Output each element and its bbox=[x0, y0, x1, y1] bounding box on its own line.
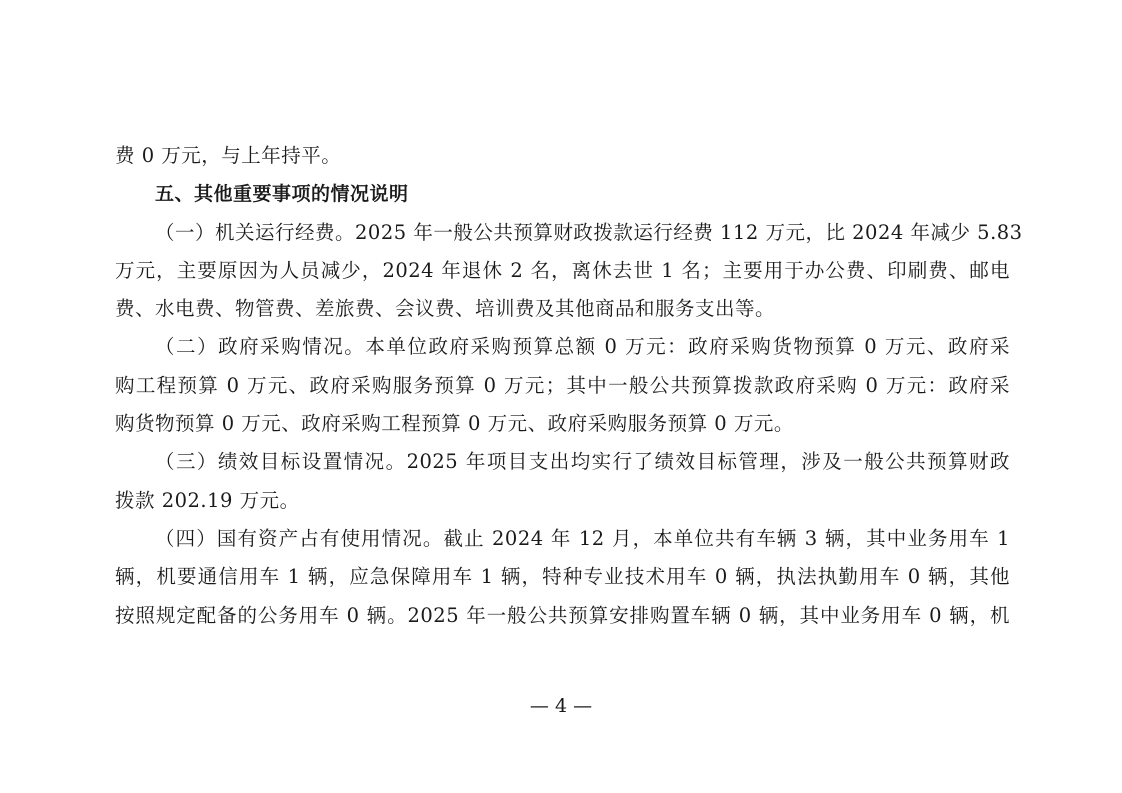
paragraph-line: 购工程预算 0 万元、政府采购服务预算 0 万元；其中一般公共预算拨款政府采购 0 万元：政府采 bbox=[115, 373, 1010, 397]
section-heading: 五、其他重要事项的情况说明 bbox=[155, 183, 409, 206]
paragraph-line: （三）绩效目标设置情况。2025 年项目支出均实行了绩效目标管理，涉及一般公共预算财政 bbox=[155, 450, 1010, 474]
paragraph-line: （二）政府采购情况。本单位政府采购预算总额 0 万元：政府采购货物预算 0 万元、政府采 bbox=[155, 335, 1010, 359]
paragraph-line: 辆，机要通信用车 1 辆，应急保障用车 1 辆，特种专业技术用车 0 辆，执法执勤用车 0 辆，其他 bbox=[115, 565, 1010, 589]
paragraph-line: 费、水电费、物管费、差旅费、会议费、培训费及其他商品和服务支出等。 bbox=[115, 297, 776, 321]
paragraph-line: （一）机关运行经费。2025 年一般公共预算财政拨款运行经费 112 万元，比 2024 年减少 5.83 bbox=[155, 220, 1023, 244]
paragraph-line: 购货物预算 0 万元、政府采购工程预算 0 万元、政府采购服务预算 0 万元。 bbox=[115, 412, 794, 436]
paragraph-continuation-line: 费 0 万元，与上年持平。 bbox=[115, 144, 342, 167]
paragraph-line: 按照规定配备的公务用车 0 辆。2025 年一般公共预算安排购置车辆 0 辆，其中业务用车 0 辆，机 bbox=[115, 603, 1010, 627]
paragraph-line: 拨款 202.19 万元。 bbox=[115, 488, 300, 512]
paragraph-line: （四）国有资产占有使用情况。截止 2024 年 12 月，本单位共有车辆 3 辆，其中业务用车 1 bbox=[155, 526, 1010, 550]
body-text bbox=[115, 137, 1023, 635]
paragraph-line: 万元，主要原因为人员减少，2024 年退休 2 名，离休去世 1 名；主要用于办公费、印刷费、邮电 bbox=[115, 258, 1010, 282]
page-number: — 4 — bbox=[529, 695, 593, 717]
